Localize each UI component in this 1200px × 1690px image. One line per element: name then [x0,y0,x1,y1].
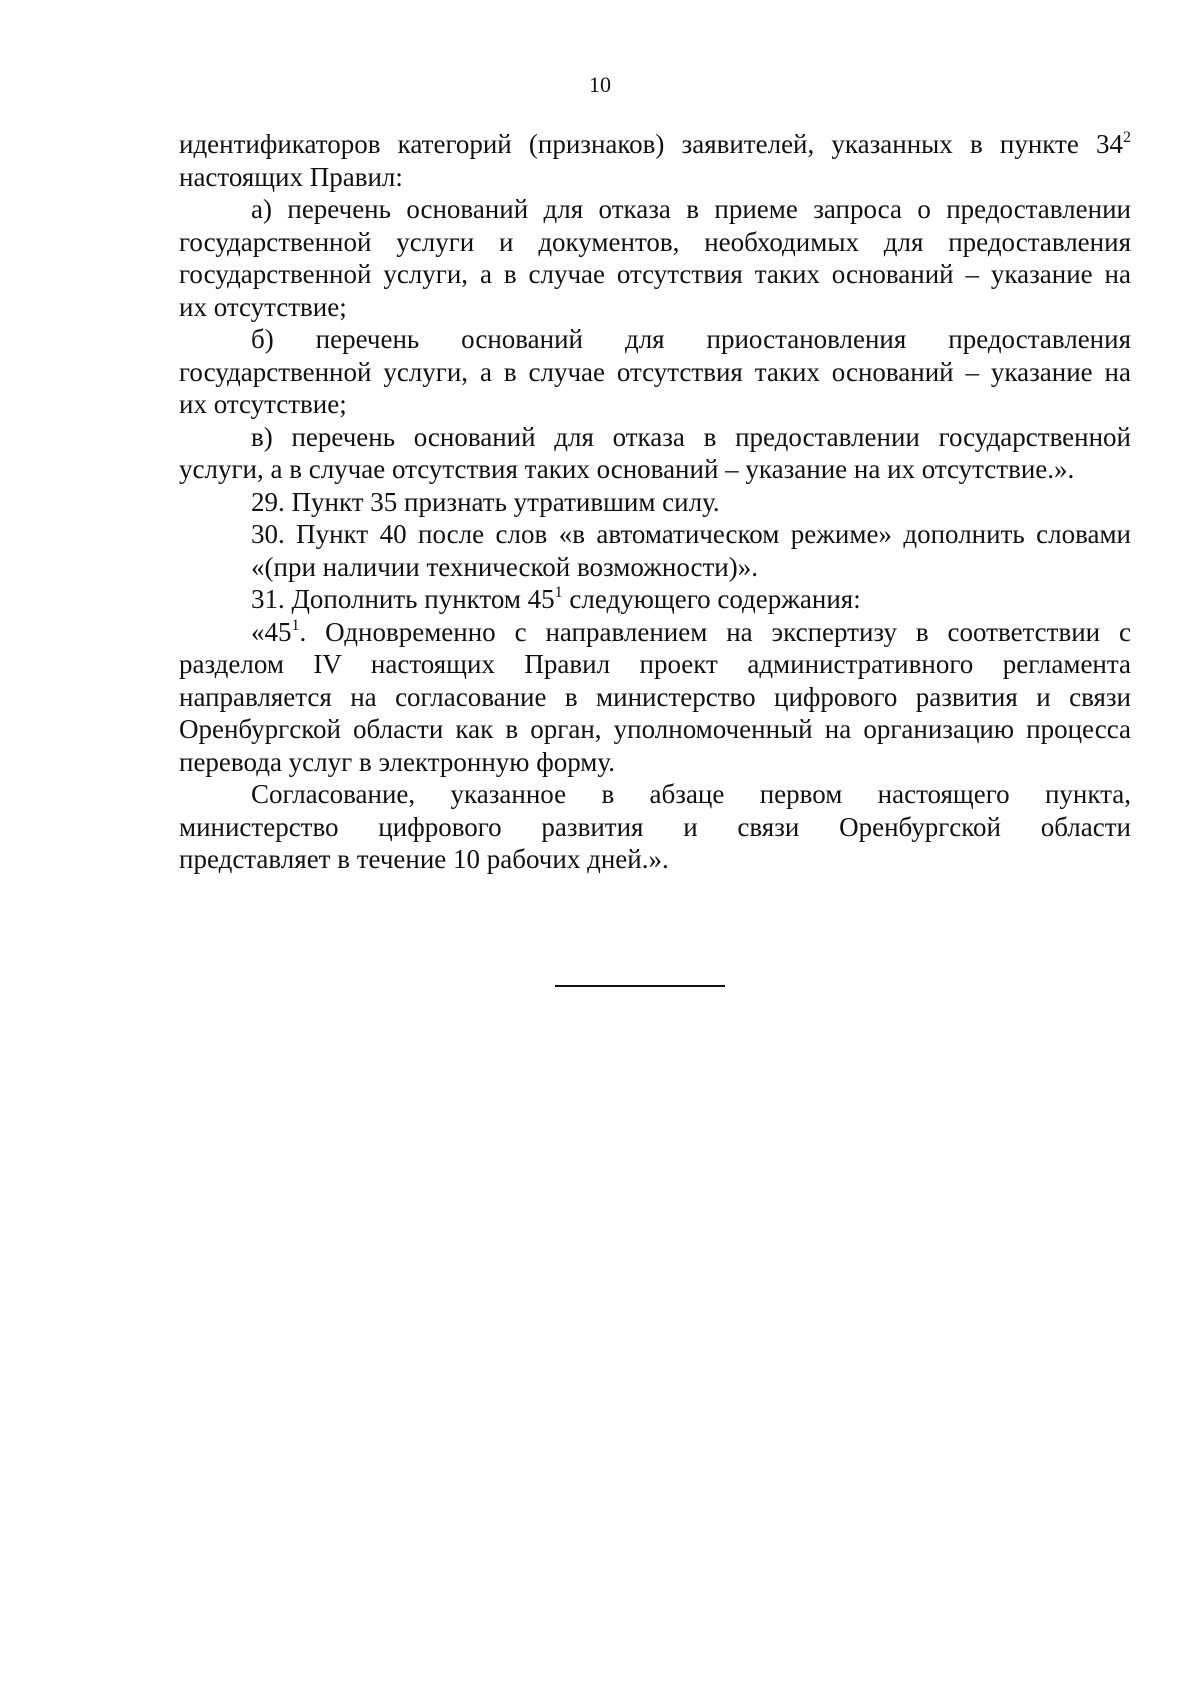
text-line: перевода услуг в электронную форму. [179,746,615,777]
text-line: 30. Пункт 40 после слов «в автоматическом режиме» дополнить словами [251,519,1131,549]
text-line: Оренбургской области как в орган, уполномоченный на организацию процесса [179,714,1131,744]
text-line: государственной услуги, а в случае отсутствия таких оснований – указание на [179,356,1131,387]
text-line: министерство цифрового развития и связи Оренбургской области [179,811,1131,842]
text-line: их отсутствие; [179,291,347,322]
text-line: в) перечень оснований для отказа в предоставлении государственной [251,421,1131,452]
text-line: разделом IV настоящих Правил проект административного регламента [179,649,1131,679]
text-line: представляет в течение 10 рабочих дней.». [179,844,669,874]
page-number: 10 [589,72,611,97]
paragraph-45-1 [179,616,1131,779]
paragraph-item-a [179,193,1131,323]
paragraph-31 [179,583,1131,616]
text-line: «(при наличии технической возможности)». [251,551,758,582]
paragraph-item-b [179,323,1131,421]
text-line: идентификаторов категорий (признаков) заявителей, указанных в пункте $34^2$ [179,129,1131,159]
text-line: «$45^1$. Одновременно с направлением на экспертизу в соответствии с [251,616,1131,647]
superscript: 2 [1123,129,1131,146]
text-line: 31. Дополнить пунктом $45^1$ следующего содержания: [251,584,861,614]
text-line: настоящих Правил: [179,161,403,192]
paragraph-continuation [179,128,1131,193]
paragraph-item-v [179,421,1131,486]
text-line: их отсутствие; [179,389,347,419]
paragraph-29 [179,486,1131,519]
closing-divider [555,985,725,987]
superscript: 1 [291,616,300,634]
text-line: 29. Пункт 35 признать утратившим силу. [251,486,720,517]
text-line: направляется на согласование в министерство цифрового развития и связи [179,681,1131,712]
document-body [179,128,1131,876]
text-line: государственной услуги и документов, необходимых для предоставления [179,226,1131,257]
text-line: а) перечень оснований для отказа в приеме запроса о предоставлении [251,194,1131,224]
text-line: б) перечень оснований для приостановления предоставления [251,324,1131,354]
text-line: услуги, а в случае отсутствия таких оснований – указание на их отсутствие.». [179,454,1075,484]
text-line: государственной услуги, а в случае отсутствия таких оснований – указание на [179,259,1131,289]
paragraph-agreement [179,778,1131,876]
text-line: Согласование, указанное в абзаце первом настоящего пункта, [251,779,1131,809]
paragraph-30 [179,518,1131,583]
superscript: 1 [554,584,563,601]
